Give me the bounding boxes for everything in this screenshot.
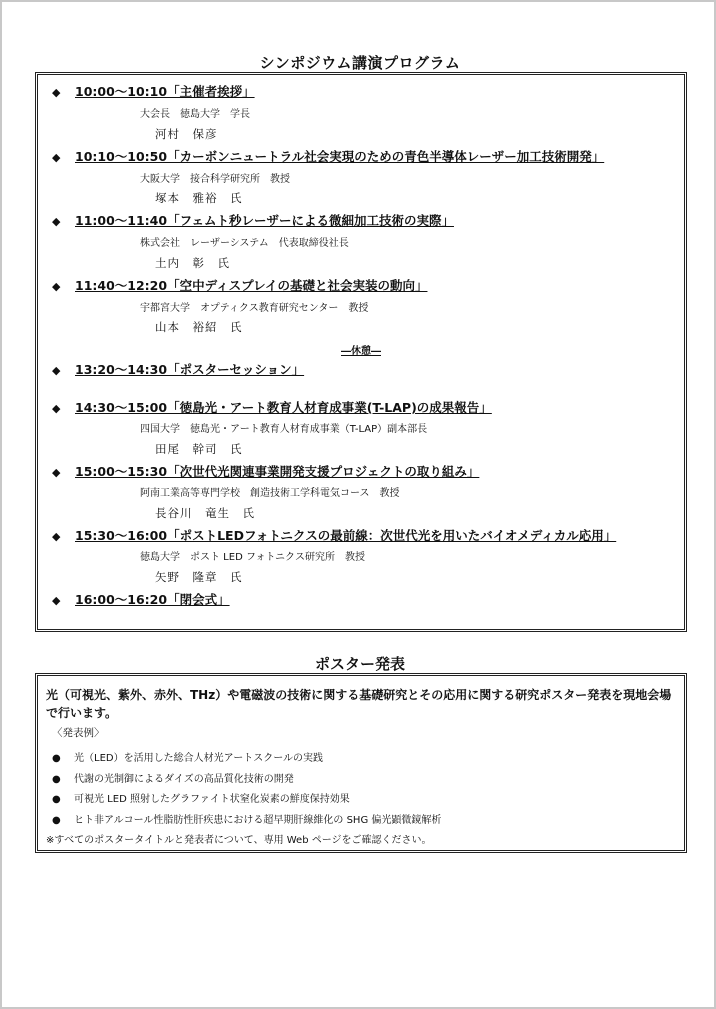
break-label: ―休憩― <box>341 346 381 357</box>
program-item <box>52 82 255 100</box>
speaker-name: 土内 彰 氏 <box>155 256 230 270</box>
speaker-affiliation: 四国大学 徳島光・アート教育人材育成事業（T-LAP）副本部長 <box>140 424 428 435</box>
program-item-head: 15:00～15:30「次世代光関連事業開発支援プロジェクトの取り組み」 <box>75 464 480 479</box>
example-text: ヒト非アルコール性脂肪性肝疾患における超早期肝線維化の SHG 偏光顕微鏡解析 <box>74 815 442 826</box>
program-box <box>35 72 687 632</box>
program-item <box>52 462 479 480</box>
speaker-affiliation: 阿南工業高等専門学校 創造技術工学科電気コース 教授 <box>140 488 400 499</box>
list-item <box>52 749 323 764</box>
list-item <box>52 790 350 805</box>
program-item-head: 10:10～10:50「カーボンニュートラル社会実現のための青色半導体レーザー加工技術開発」 <box>75 149 605 164</box>
speaker-affiliation: 大阪大学 接合科学研究所 教授 <box>140 174 290 185</box>
program-item <box>52 211 454 229</box>
diamond-bullet-icon: ◆ <box>52 402 61 415</box>
program-item-head: 11:00～11:40「フェムト秒レーザーによる微細加工技術の実際」 <box>75 213 454 228</box>
diamond-bullet-icon: ◆ <box>52 86 61 99</box>
diamond-bullet-icon: ◆ <box>52 364 61 377</box>
poster-note: ※すべてのポスタータイトルと発表者について、専用 Web ページをご確認ください。 <box>46 835 432 846</box>
program-item-head: 14:30～15:00「徳島光・アート教育人材育成事業(T-LAP)の成果報告」 <box>75 400 492 415</box>
speaker-affiliation: 宇都宮大学 オプティクス教育研究センター 教授 <box>140 303 369 314</box>
list-item <box>52 811 441 826</box>
speaker-name: 河村 保彦 <box>155 127 218 141</box>
program-item <box>52 147 604 165</box>
bullet-dot-icon: ● <box>52 774 61 785</box>
poster-intro: 光（可視光、紫外、赤外、THz）や電磁波の技術に関する基礎研究とその応用に関する研究ポスター発表を現地会場で行います。 <box>46 688 672 720</box>
program-item <box>52 526 616 544</box>
program-title: シンポジウム講演プログラム <box>259 54 461 72</box>
program-item-head: 11:40～12:20「空中ディスプレイの基礎と社会実装の動向」 <box>75 278 428 293</box>
poster-box <box>35 673 687 853</box>
speaker-affiliation: 大会長 徳島大学 学長 <box>140 109 250 120</box>
poster-title: ポスター発表 <box>314 655 405 673</box>
example-text: 可視光 LED 照射したグラファイト状窒化炭素の鮮度保持効果 <box>74 794 350 805</box>
speaker-name: 田尾 幹司 氏 <box>155 442 243 456</box>
program-item <box>52 276 427 294</box>
speaker-affiliation: 株式会社 レーザーシステム 代表取締役社長 <box>140 238 349 249</box>
program-item <box>52 360 304 378</box>
program-item <box>52 590 230 608</box>
examples-heading: 〈発表例〉 <box>52 727 105 739</box>
program-item-head: 13:20～14:30「ポスターセッション」 <box>75 362 305 377</box>
diamond-bullet-icon: ◆ <box>52 594 61 607</box>
speaker-affiliation: 徳島大学 ポスト LED フォトニクス研究所 教授 <box>140 552 365 563</box>
diamond-bullet-icon: ◆ <box>52 215 61 228</box>
diamond-bullet-icon: ◆ <box>52 466 61 479</box>
bullet-dot-icon: ● <box>52 753 61 764</box>
program-item-head: 16:00～16:20「閉会式」 <box>75 592 230 607</box>
diamond-bullet-icon: ◆ <box>52 530 61 543</box>
speaker-name: 塚本 雅裕 氏 <box>155 191 243 205</box>
speaker-name: 長谷川 竜生 氏 <box>155 506 255 520</box>
list-item <box>52 770 294 785</box>
example-text: 代謝の光制御によるダイズの高品質化技術の開発 <box>74 774 294 785</box>
speaker-name: 山本 裕紹 氏 <box>155 320 243 334</box>
example-text: 光（LED）を活用した総合人材光アートスクールの実践 <box>74 753 323 764</box>
program-item-head: 10:00～10:10「主催者挨拶」 <box>75 84 255 99</box>
program-item-head: 15:30～16:00「ポストLEDフォトニクスの最前線：次世代光を用いたバイオメディカル応用」 <box>75 528 617 543</box>
diamond-bullet-icon: ◆ <box>52 151 61 164</box>
speaker-name: 矢野 隆章 氏 <box>155 570 243 584</box>
diamond-bullet-icon: ◆ <box>52 280 61 293</box>
bullet-dot-icon: ● <box>52 815 61 826</box>
bullet-dot-icon: ● <box>52 794 61 805</box>
program-item <box>52 398 492 416</box>
